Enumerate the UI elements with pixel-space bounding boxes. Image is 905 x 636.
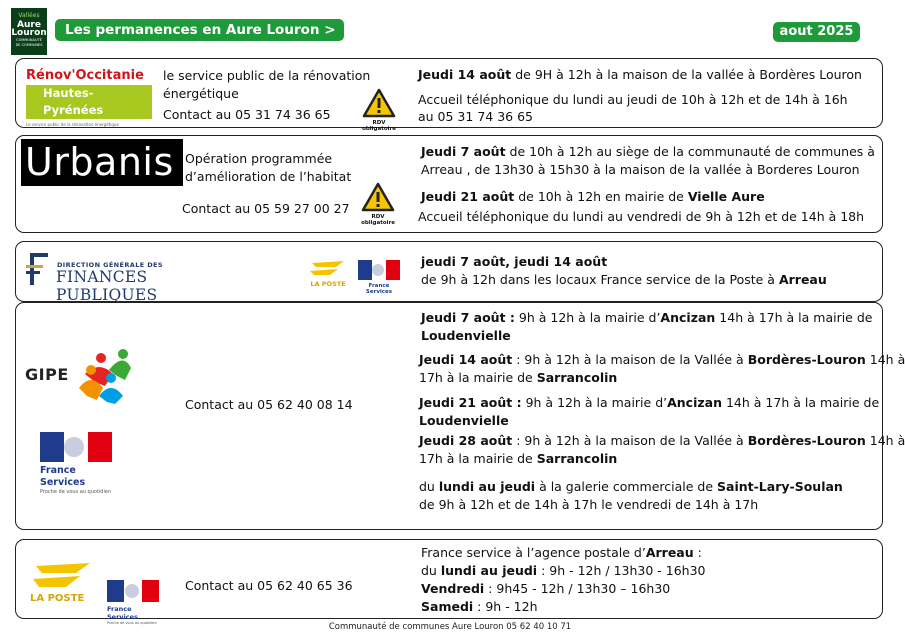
urbanis-schedule	[421, 143, 875, 179]
france-services-label: France Services	[365, 283, 393, 295]
desc-line: Opération programmée	[185, 151, 333, 166]
logo-line: Aure	[17, 19, 41, 30]
date-text: 14h à 17h à la mairie de	[722, 395, 880, 410]
date-text: 14h à	[865, 433, 905, 448]
date-text: : 9h à 12h à la maison de la Vallée à	[512, 433, 748, 448]
laposte-bird-icon	[308, 259, 348, 277]
gipe-entry-4	[419, 432, 905, 468]
date-text: 17h à la mairie de	[419, 451, 537, 466]
marianne-icon	[358, 260, 400, 280]
date-text: de 9h à 12h dans les locaux France service de la Poste à	[421, 272, 779, 287]
page-title: Les permanences en Aure Louron >	[55, 19, 344, 41]
laposte-label: LA POSTE	[30, 593, 85, 604]
urbanis-phone: Accueil téléphonique du lundi au vendredi de 9h à 12h et de 14h à 18h	[418, 209, 865, 224]
urbanis-description	[185, 150, 351, 186]
rdv-warning	[356, 182, 400, 226]
rdv-warning	[357, 88, 401, 132]
marianne-icon	[107, 580, 159, 602]
renov-description	[163, 67, 370, 103]
logo-line: Vallées	[18, 12, 40, 19]
date-text: de 9h à 12h et de 14h à 17h le vendredi de 14h à 17h	[419, 497, 759, 512]
urbanis-schedule-2	[421, 188, 765, 206]
poste-contact: Contact au 05 62 40 65 36	[185, 578, 353, 593]
date-text: Arreau , de 13h30 à 15h30 à la maison de la vallée à Borderes Louron	[421, 162, 860, 177]
date-text: 14h à	[865, 352, 905, 367]
date-bold: Jeudi 21 août :	[419, 395, 522, 410]
date-text: de 9H à 12h à la maison de la vallée à Bordères Louron	[511, 67, 862, 82]
date-text: 9h à 12h à la mairie d’	[521, 395, 668, 410]
date-text: : 9h - 12h / 13h30 - 16h30	[537, 563, 706, 578]
place-bold: Bordères-Louron	[747, 352, 866, 367]
marianne-icon	[40, 432, 112, 462]
date-text: : 9h45 - 12h / 13h30 – 16h30	[484, 581, 671, 596]
logo-line: DE COMMUNES	[15, 42, 43, 47]
poste-schedule	[421, 544, 706, 616]
dgfip-schedule	[421, 253, 827, 289]
laposte-bird-icon	[30, 560, 94, 590]
date-text: 14h à 17h à la mairie de	[715, 310, 873, 325]
gipe-entry-1	[421, 309, 872, 345]
date-text: 17h à la mairie de	[419, 370, 537, 385]
place-bold: Loudenvielle	[421, 328, 511, 343]
date-text: :	[693, 545, 702, 560]
gipe-logo-text: GIPE	[25, 365, 69, 384]
date-bold: Jeudi 14 août	[419, 352, 513, 367]
date-bold: Jeudi 7 août	[421, 144, 506, 159]
france-services-logo	[40, 432, 115, 495]
phone-line: au 05 31 74 36 65	[418, 109, 533, 124]
place-bold: Sarrancolin	[536, 451, 618, 466]
date-text: de 10h à 12h au siège de la communauté de communes à	[505, 144, 875, 159]
place-bold: Saint-Lary-Soulan	[717, 479, 843, 494]
gipe-entry-2	[419, 351, 905, 387]
date-bold: Samedi	[421, 599, 474, 614]
header-logo	[11, 8, 47, 55]
logo-line: COMMUNAUTÉ	[16, 37, 42, 42]
date-bold: Jeudi 28 août	[419, 433, 513, 448]
dgfip-logo	[23, 250, 243, 304]
france-services-label: France Services	[107, 605, 138, 621]
date-text: France service à l’agence postale d’	[421, 545, 646, 560]
urbanis-logo: Urbanis	[21, 139, 183, 186]
place-bold: Ancizan	[667, 395, 722, 410]
france-services-label: France Services	[40, 465, 86, 488]
place-bold: Sarrancolin	[536, 370, 618, 385]
renov-logo-band: Hautes-Pyrénées	[26, 85, 152, 119]
laposte-logo	[30, 560, 96, 604]
date-text: : 9h à 12h à la maison de la Vallée à	[512, 352, 748, 367]
date-bold: Vendredi	[421, 581, 485, 596]
dgfip-logo-line1: DIRECTION GÉNÉRALE DES	[57, 261, 163, 269]
gipe-logo	[25, 346, 133, 406]
gipe-contact: Contact au 05 62 40 08 14	[185, 397, 353, 412]
france-services-logo	[107, 580, 161, 625]
date-text: à la galerie commerciale de	[535, 479, 718, 494]
place-bold: Arreau	[645, 545, 694, 560]
place-bold: Vielle Aure	[687, 189, 765, 204]
date-text: du	[421, 563, 441, 578]
desc-line: énergétique	[163, 86, 239, 101]
france-services-tagline: Proche de vous au quotidien	[107, 621, 157, 625]
renov-contact: Contact au 05 31 74 36 65	[163, 107, 331, 122]
place-bold: Loudenvielle	[419, 413, 509, 428]
renov-schedule-line	[418, 66, 862, 84]
laposte-label: LA POSTE	[310, 280, 346, 288]
date-text: 9h à 12h à la mairie d’	[514, 310, 661, 325]
date-bold: Jeudi 21 août	[421, 189, 515, 204]
place-bold: Arreau	[778, 272, 827, 287]
gipe-entry-3	[419, 394, 879, 430]
date-bold: jeudi 7 août, jeudi 14 août	[421, 254, 608, 269]
renov-phone	[418, 91, 848, 125]
renov-occitanie-logo	[26, 68, 156, 127]
desc-line: d’amélioration de l’habitat	[185, 169, 352, 184]
rdv-caption: RDV obligatoire	[361, 214, 395, 226]
desc-line: le service public de la rénovation	[163, 68, 371, 83]
place-bold: Ancizan	[660, 310, 716, 325]
phone-line: Accueil téléphonique du lundi au jeudi de 10h à 12h et de 14h à 16h	[418, 92, 848, 107]
france-services-small-logo	[357, 260, 401, 295]
place-bold: Bordères-Louron	[747, 433, 866, 448]
urbanis-contact: Contact au 05 59 27 00 27	[182, 201, 350, 216]
france-services-tagline: Proche de vous au quotidien	[40, 489, 112, 495]
renov-logo-title: Rénov'Occitanie	[26, 68, 144, 83]
warning-icon	[362, 88, 396, 118]
date-text: du	[419, 479, 439, 494]
laposte-small-logo	[304, 259, 352, 288]
dgfip-logo-line2: FINANCES PUBLIQUES	[56, 268, 158, 304]
footer: Communauté de communes Aure Louron 05 62 40 10 71	[328, 622, 572, 632]
month-badge: aout 2025	[773, 22, 860, 42]
date-bold: lundi au jeudi	[440, 563, 538, 578]
date-text: : 9h - 12h	[473, 599, 538, 614]
renov-logo-tagline: Le service public de la rénovation énergétique	[26, 122, 119, 127]
date-bold: Jeudi 14 août	[418, 67, 512, 82]
logo-line: Louron	[11, 28, 47, 38]
rdv-caption: RDV obligatoire	[362, 120, 396, 132]
warning-icon	[361, 182, 395, 212]
gipe-entry-5	[419, 478, 843, 514]
date-text: de 10h à 12h en mairie de	[514, 189, 688, 204]
date-bold: lundi au jeudi	[438, 479, 536, 494]
date-bold: Jeudi 7 août :	[421, 310, 515, 325]
dgfip-emblem-icon	[23, 250, 51, 288]
